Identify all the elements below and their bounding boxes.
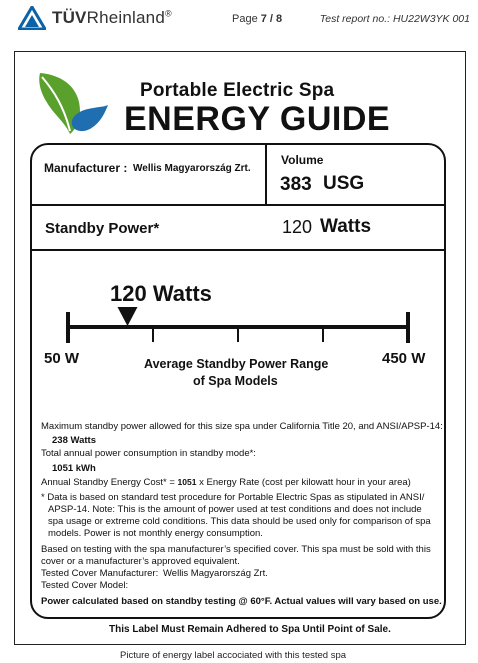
label-title: ENERGY GUIDE — [124, 100, 391, 138]
scale-max-label: 450 W — [382, 350, 426, 367]
max-allowed-value: 238 Watts — [52, 435, 96, 446]
brand-name: TÜVRheinland® — [52, 8, 172, 27]
label-subtitle: Portable Electric Spa — [140, 80, 335, 101]
disclaimer-line: spa usage or extreme cold conditions. This data should be used only for comparison of spa — [48, 516, 431, 527]
cover-text: Based on testing with the spa manufacturer’s specified cover. This spa must be sold with this — [41, 544, 431, 555]
disclaimer-line: models. Power is not monthly energy consumption. — [48, 528, 263, 539]
figure-caption: Picture of energy label accociated with this tested spa — [120, 650, 347, 661]
range-caption-line2: of Spa Models — [193, 374, 278, 388]
disclaimer-line: APSP-14. Note: This is the amount of power used at test conditions and does not include — [48, 504, 422, 515]
cover-model-label: Tested Cover Model: — [41, 580, 129, 591]
report-number: Test report no.: HU22W3YK 001 — [319, 13, 470, 25]
annual-consumption-text: Total annual power consumption in standby mode*: — [41, 448, 256, 459]
adhere-note: This Label Must Remain Adhered to Spa Until Point of Sale. — [109, 624, 391, 635]
max-allowed-text: Maximum standby power allowed for this size spa under California Title 20, and ANSI/APSP-14: — [41, 421, 443, 432]
cover-manufacturer-value: Wellis Magyarország Zrt. — [163, 568, 268, 579]
volume-value: 383 — [280, 174, 312, 195]
marker-label: 120 Watts — [110, 281, 212, 306]
range-caption-line1: Average Standby Power Range — [144, 357, 329, 371]
disclaimer-line: * Data is based on standard test procedure for Portable Electric Spas as stipulated in ANSI/ — [41, 492, 425, 503]
volume-unit: USG — [323, 173, 365, 194]
standby-power-label: Standby Power* — [45, 220, 160, 237]
annual-consumption-value: 1051 kWh — [52, 463, 96, 474]
calculation-note: Power calculated based on standby testing @ 60°F. Actual values will vary based on use. — [41, 596, 442, 607]
standby-power-unit: Watts — [320, 216, 372, 237]
manufacturer-label: Manufacturer : — [44, 161, 128, 175]
page-number: Page 7 / 8 — [232, 13, 283, 25]
scale-min-label: 50 W — [44, 350, 80, 367]
volume-label: Volume — [281, 153, 324, 167]
standby-power-value: 120 — [282, 217, 313, 237]
cover-manufacturer-label: Tested Cover Manufacturer: — [41, 568, 159, 579]
marker-triangle-icon — [118, 307, 138, 326]
cover-text: cover or a manufacturer’s approved equivalent. — [41, 556, 240, 567]
annual-cost-text: Annual Standby Energy Cost* = 1051 x Energy Rate (cost per kilowatt hour in your area) — [41, 477, 411, 488]
manufacturer-value: Wellis Magyarország Zrt. — [133, 163, 251, 174]
